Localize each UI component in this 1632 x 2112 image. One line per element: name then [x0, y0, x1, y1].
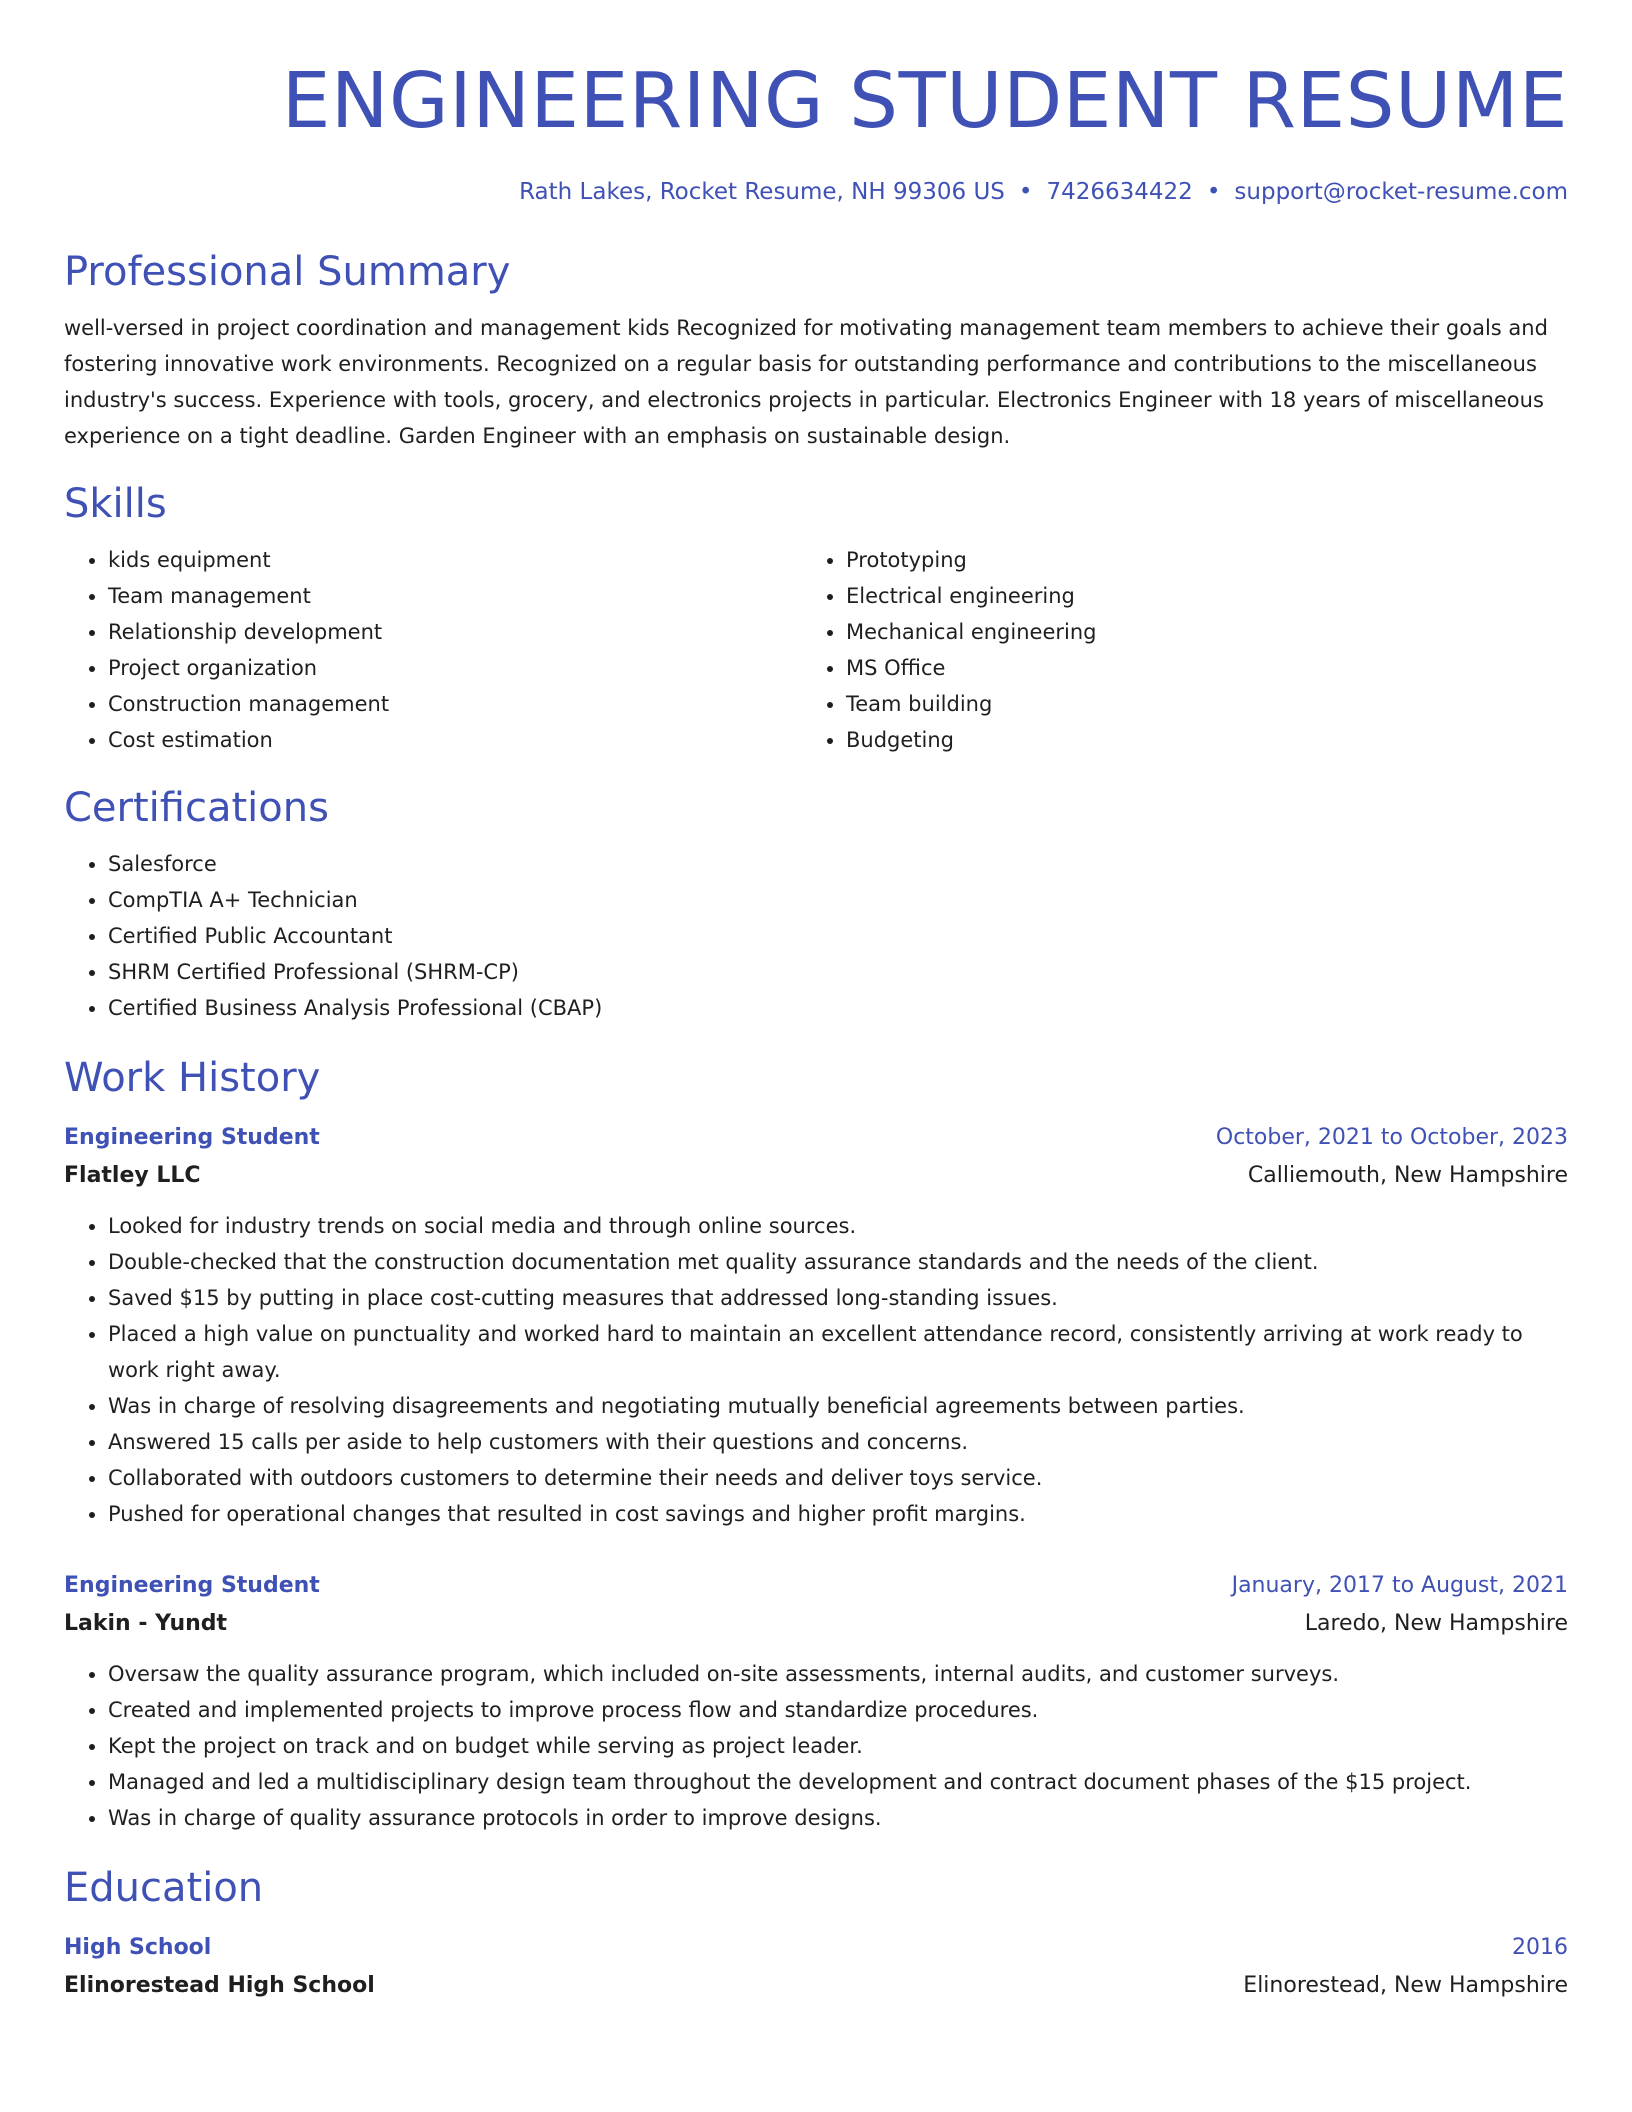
job-bullets [64, 1208, 1568, 1532]
skills-heading: Skills [64, 481, 167, 527]
contact-email: support@rocket-resume.com [1234, 179, 1568, 205]
skill-item: • Budgeting [846, 722, 1540, 758]
job-location: Calliemouth, New Hampshire [1247, 1163, 1568, 1188]
job-bullet: • Looked for industry trends on social media and through online sources. [108, 1208, 1568, 1244]
skill-item: • Cost estimation [108, 722, 802, 758]
contact-line [64, 174, 1568, 210]
education-heading: Education [64, 1865, 264, 1911]
education-school: Elinorestead High School [64, 1973, 375, 1998]
job-dates: January, 2017 to August, 2021 [1231, 1573, 1568, 1598]
contact-address: Rath Lakes, Rocket Resume, NH 99306 US [519, 179, 1005, 205]
contact-separator: • [1206, 179, 1221, 205]
education-location: Elinorestead, New Hampshire [1243, 1973, 1568, 1998]
skill-item: • Team management [108, 578, 802, 614]
resume-title: ENGINEERING STUDENT RESUME [281, 57, 1568, 146]
job-company: Flatley LLC [64, 1163, 201, 1188]
skill-item: • Relationship development [108, 614, 802, 650]
skill-item: • kids equipment [108, 542, 802, 578]
skill-item: • Project organization [108, 650, 802, 686]
contact-phone: 7426634422 [1046, 179, 1193, 205]
job-bullet: • Pushed for operational changes that resulted in cost savings and higher profit margins. [108, 1496, 1568, 1532]
job-bullets [64, 1656, 1568, 1836]
job-bullet: • Was in charge of quality assurance protocols in order to improve designs. [108, 1800, 1568, 1836]
education-header-row [64, 1930, 1568, 1966]
job-bullet: • Collaborated with outdoors customers to determine their needs and deliver toys service. [108, 1460, 1568, 1496]
skills-list-left [64, 542, 802, 758]
skill-item: • Electrical engineering [846, 578, 1540, 614]
job-title: Engineering Student [64, 1125, 320, 1150]
contact-separator: • [1018, 179, 1033, 205]
job-company: Lakin - Yundt [64, 1611, 228, 1636]
job-bullet: • Placed a high value on punctuality and worked hard to maintain an excellent attendance record, consistently arriving at work ready to work right away. [108, 1316, 1568, 1388]
job-location: Laredo, New Hampshire [1304, 1611, 1568, 1636]
summary-heading: Professional Summary [64, 249, 511, 295]
education-degree: High School [64, 1935, 212, 1960]
job-header-row [64, 1120, 1568, 1156]
skills-grid [64, 530, 1568, 758]
certification-item: • Certified Public Accountant [108, 918, 1568, 954]
certification-item: • SHRM Certified Professional (SHRM-CP) [108, 954, 1568, 990]
skill-item: • MS Office [846, 650, 1540, 686]
job-title: Engineering Student [64, 1573, 320, 1598]
work-history-heading: Work History [64, 1055, 321, 1101]
job-bullet: • Double-checked that the construction documentation met quality assurance standards and the needs of the client. [108, 1244, 1568, 1280]
education-school-row [64, 1966, 1568, 2006]
certifications-list [64, 846, 1568, 1026]
education-entry [64, 1930, 1568, 2006]
job-entry [64, 1120, 1568, 1532]
job-bullet: • Oversaw the quality assurance program, which included on-site assessments, internal audits, and customer surveys. [108, 1656, 1568, 1692]
skill-item: • Prototyping [846, 542, 1540, 578]
job-bullet: • Was in charge of resolving disagreements and negotiating mutually beneficial agreements between parties. [108, 1388, 1568, 1424]
job-bullet: • Answered 15 calls per aside to help customers with their questions and concerns. [108, 1424, 1568, 1460]
skill-item: • Mechanical engineering [846, 614, 1540, 650]
skill-item: • Team building [846, 686, 1540, 722]
job-bullet: • Managed and led a multidisciplinary design team throughout the development and contract document phases of the $15 project. [108, 1764, 1568, 1800]
summary-text: well-versed in project coordination and management kids Recognized for motivating management team members to achieve their goals and fostering innovative work environments. Recognized on a regular basis for outstanding performance and contributions to the miscellaneous industry's success. Experience with tools, grocery, and electronics projects in particular. Electronics Engineer with 18 years of miscellaneous experience on a tight deadline. Garden Engineer with an emphasis on sustainable design. [64, 316, 1548, 448]
job-company-row [64, 1604, 1568, 1644]
job-bullet: • Saved $15 by putting in place cost-cutting measures that addressed long-standing issues. [108, 1280, 1568, 1316]
certification-item: • Salesforce [108, 846, 1568, 882]
skill-item: • Construction management [108, 686, 802, 722]
certification-item: • CompTIA A+ Technician [108, 882, 1568, 918]
education-year: 2016 [1512, 1935, 1568, 1960]
job-entry [64, 1568, 1568, 1836]
certification-item: • Certified Business Analysis Professional (CBAP) [108, 990, 1568, 1026]
job-bullet: • Created and implemented projects to improve process flow and standardize procedures. [108, 1692, 1568, 1728]
skills-list-right [802, 542, 1540, 758]
job-dates: October, 2021 to October, 2023 [1215, 1125, 1568, 1150]
job-company-row [64, 1156, 1568, 1196]
job-bullet: • Kept the project on track and on budget while serving as project leader. [108, 1728, 1568, 1764]
certifications-heading: Certifications [64, 785, 329, 831]
job-header-row [64, 1568, 1568, 1604]
